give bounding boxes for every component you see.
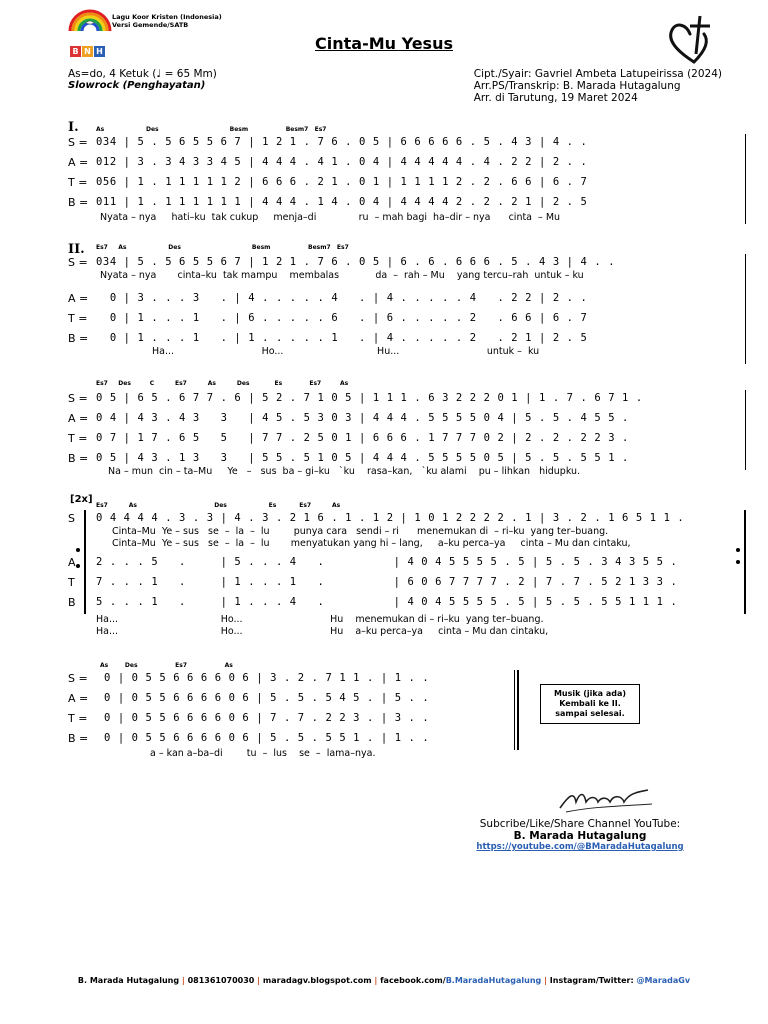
instruction-line-1: Musik (jika ada) bbox=[553, 689, 627, 698]
end-barline bbox=[745, 390, 746, 470]
end-barline bbox=[514, 670, 515, 750]
logo-letter-n: N bbox=[82, 46, 93, 57]
lyrics-line: a – kan a–ba–di tu – lus se – lama–nya. bbox=[150, 748, 376, 759]
part-label: B = bbox=[68, 196, 89, 209]
soprano-notes: 0 | 0 5 5 6 6 6 6 0 6 | 3 . 2 . 7 1 1 . | 1 . . bbox=[104, 672, 430, 684]
repeat-dot bbox=[736, 560, 740, 564]
bass-notes: 011 | 1 . 1 1 1 1 1 1 | 4 4 4 . 1 4 . 0 4 | 4 4 4 4 2 . 2 . 2 1 | 2 . 5 bbox=[96, 196, 588, 208]
soprano-lyrics-verse-2: Cinta–Mu Ye – sus se – la – lu menyatukan yang hi – lang, a–ku perca–ya cinta – Mu dan cintaku, bbox=[112, 538, 631, 549]
bass-notes: 5 . . . 1 . | 1 . . . 4 . | 4 0 4 5 5 5 5 . 5 | 5 . 5 . 5 5 1 1 1 . bbox=[96, 596, 678, 608]
part-label: S = bbox=[68, 256, 88, 269]
final-barline bbox=[517, 670, 519, 750]
footer-blog[interactable]: maradagv.blogspot.com bbox=[262, 976, 372, 985]
credits-block bbox=[474, 68, 722, 104]
chord-line: Es7 As Des Es Es7 As bbox=[96, 502, 341, 509]
footer bbox=[0, 976, 768, 985]
key-tempo: As=do, 4 Ketuk (♩ = 65 Mm) bbox=[68, 68, 217, 80]
signature-icon bbox=[556, 784, 656, 814]
bass-notes: 0 5 | 4 3 . 1 3 3 | 5 5 . 5 1 0 5 | 4 4 4 . 5 5 5 5 0 5 | 5 . 5 . 5 5 1 . bbox=[96, 452, 629, 464]
logo-caption bbox=[112, 13, 222, 29]
repeat-end-barline bbox=[744, 510, 746, 614]
instruction-line-2: Kembali ke II. bbox=[559, 699, 621, 708]
instagram-prefix: Instagram/Twitter: bbox=[549, 976, 637, 985]
org-line-2: Versi Gemende/SATB bbox=[112, 21, 189, 29]
instagram-user: @MaradaGv bbox=[636, 976, 691, 985]
soprano-lyrics: Nyata – nya cinta–ku tak mampu membalas da – rah – Mu yang tercu–rah untuk – ku bbox=[100, 270, 584, 281]
part-label: S = bbox=[68, 136, 88, 149]
logo-letter-b: B bbox=[70, 46, 81, 57]
youtube-link[interactable]: https://youtube.com/@BMaradaHutagalung bbox=[476, 842, 684, 852]
part-label: A = bbox=[68, 412, 89, 425]
repeat-dot bbox=[76, 564, 80, 568]
composer: Cipt./Syair: Gavriel Ambeta Latupeirissa (2024) bbox=[473, 68, 722, 80]
soprano-notes: 0 5 | 6 5 . 6 7 7 . 6 | 5 2 . 7 1 0 5 | 1 1 1 . 6 3 2 2 2 0 1 | 1 . 7 . 6 7 1 . bbox=[96, 392, 643, 404]
bass-notes: 0 | 1 . . . 1 . | 1 . . . . . 1 . | 4 . . . . . 2 . 2 1 | 2 . 5 bbox=[96, 332, 588, 344]
bass-notes: 0 | 0 5 5 6 6 6 6 0 6 | 5 . 5 . 5 5 1 . | 1 . . bbox=[104, 732, 430, 744]
part-label: T = bbox=[68, 176, 88, 189]
repeat-dot bbox=[76, 548, 80, 552]
tenor-notes: 7 . . . 1 . | 1 . . . 1 . | 6 0 6 7 7 7 7 . 2 | 7 . 7 . 5 2 1 3 3 . bbox=[96, 576, 678, 588]
footer-instagram[interactable] bbox=[550, 976, 690, 985]
part-label: A = bbox=[68, 692, 89, 705]
heart-cross-icon bbox=[664, 14, 716, 66]
soprano-notes: 034 | 5 . 5 6 5 5 6 7 | 1 2 1 . 7 6 . 0 5 | 6 . 6 . 6 6 6 . 5 . 4 3 | 4 . . bbox=[96, 256, 616, 268]
part-label: A bbox=[68, 556, 76, 569]
separator: | bbox=[181, 976, 185, 985]
instruction-line-3: sampai selesai. bbox=[555, 709, 625, 718]
chord-line: As Des Es7 As bbox=[100, 662, 233, 669]
part-label: A = bbox=[68, 292, 89, 305]
tenor-notes: 056 | 1 . 1 1 1 1 1 2 | 6 6 6 . 2 1 . 0 1 | 1 1 1 1 2 . 2 . 6 6 | 6 . 7 bbox=[96, 176, 588, 188]
repeat-2x-label: [2x] bbox=[70, 494, 93, 505]
alto-notes: 2 . . . 5 . | 5 . . . 4 . | 4 0 4 5 5 5 5 . 5 | 5 . 5 . 3 4 3 5 5 . bbox=[96, 556, 678, 568]
alto-notes: 0 4 | 4 3 . 4 3 3 | 4 5 . 5 3 0 3 | 4 4 4 . 5 5 5 5 0 4 | 5 . 5 . 4 5 5 . bbox=[96, 412, 629, 424]
lyrics-line: Na – mun cin – ta–Mu Ye – sus ba – gi–ku `ku rasa–kan, `ku alami pu – lihkan hidupku. bbox=[108, 466, 581, 477]
satb-lyrics-verse-2: Ha... Ho... Hu a–ku perca–ya cinta – Mu dan cintaku, bbox=[96, 626, 549, 637]
soprano-notes: 034 | 5 . 5 6 5 5 6 7 | 1 2 1 . 7 6 . 0 5 | 6 6 6 6 6 . 5 . 4 3 | 4 . . bbox=[96, 136, 588, 148]
section-label: II. bbox=[68, 242, 85, 257]
alto-notes: 0 | 3 . . . 3 . | 4 . . . . . 4 . | 4 . . . . . 4 . 2 2 | 2 . . bbox=[96, 292, 588, 304]
satb-lyrics: Ha... Ho... Hu... untuk – ku bbox=[152, 346, 540, 357]
logo-letter-h: H bbox=[94, 46, 105, 57]
repeat-instruction-box bbox=[540, 684, 640, 724]
credit-name: B. Marada Hutagalung bbox=[513, 830, 647, 842]
part-label: S = bbox=[68, 672, 88, 685]
rainbow-logo-icon bbox=[68, 9, 112, 31]
song-title: Cinta-Mu Yesus bbox=[315, 34, 453, 53]
part-label: B = bbox=[68, 732, 89, 745]
part-label: T = bbox=[68, 712, 88, 725]
part-label: B = bbox=[68, 332, 89, 345]
repeat-start-barline bbox=[84, 510, 86, 614]
place-date: Arr. di Tarutung, 19 Maret 2024 bbox=[473, 92, 638, 104]
end-barline bbox=[745, 254, 746, 364]
alto-notes: 0 | 0 5 5 6 6 6 6 0 6 | 5 . 5 . 5 4 5 . | 5 . . bbox=[104, 692, 430, 704]
separator: | bbox=[374, 976, 378, 985]
footer-facebook[interactable] bbox=[380, 976, 541, 985]
key-tempo-block bbox=[68, 68, 217, 92]
part-label: A = bbox=[68, 156, 89, 169]
part-label: B bbox=[68, 596, 76, 609]
satb-lyrics-verse-1: Ha... Ho... Hu menemukan di – ri–ku yang ter–buang. bbox=[96, 614, 544, 625]
soprano-lyrics-verse-1: Cinta–Mu Ye – sus se – la – lu punya cara sendi – ri menemukan di – ri–ku yang ter–buang. bbox=[112, 526, 609, 537]
repeat-dot bbox=[736, 548, 740, 552]
alto-notes: 012 | 3 . 3 4 3 3 4 5 | 4 4 4 . 4 1 . 0 4 | 4 4 4 4 4 . 4 . 2 2 | 2 . . bbox=[96, 156, 588, 168]
facebook-user: B.MaradaHutagalung bbox=[445, 976, 542, 985]
lyrics-line: Nyata – nya hati–ku tak cukup menja–di ru – mah bagi ha–dir – nya cinta – Mu bbox=[100, 212, 561, 223]
part-label: B = bbox=[68, 452, 89, 465]
part-label: T = bbox=[68, 432, 88, 445]
section-label: I. bbox=[68, 120, 79, 135]
subscribe-text: Subcribe/Like/Share Channel YouTube: bbox=[479, 818, 681, 830]
chord-line: As Des Besm Besm7 Es7 bbox=[96, 126, 327, 133]
part-label: T bbox=[68, 576, 75, 589]
style-label: Slowrock (Penghayatan) bbox=[68, 80, 206, 91]
footer-name: B. Marada Hutagalung bbox=[77, 976, 180, 985]
tenor-notes: 0 7 | 1 7 . 6 5 5 | 7 7 . 2 5 0 1 | 6 6 6 . 1 7 7 7 0 2 | 2 . 2 . 2 2 3 . bbox=[96, 432, 629, 444]
end-barline bbox=[745, 134, 746, 224]
tenor-notes: 0 | 1 . . . 1 . | 6 . . . . . 6 . | 6 . . . . . 2 . 6 6 | 6 . 7 bbox=[96, 312, 588, 324]
part-label: T = bbox=[68, 312, 88, 325]
part-label: S bbox=[68, 512, 75, 525]
tenor-notes: 0 | 0 5 5 6 6 6 6 0 6 | 7 . 7 . 2 2 3 . | 3 . . bbox=[104, 712, 430, 724]
org-line-1: Lagu Koor Kristen (Indonesia) bbox=[112, 13, 222, 21]
separator: | bbox=[257, 976, 261, 985]
footer-phone: 081361070030 bbox=[187, 976, 255, 985]
facebook-prefix: facebook.com/ bbox=[380, 976, 446, 985]
arranger: Arr.PS/Transkrip: B. Marada Hutagalung bbox=[473, 80, 681, 92]
chord-line: Es7 Des C Es7 As Des Es Es7 As bbox=[96, 380, 349, 387]
soprano-notes: 0 4 4 4 4 . 3 . 3 | 4 . 3 . 2 1 6 . 1 . 1 2 | 1 0 1 2 2 2 2 . 1 | 3 . 2 . 1 6 5 1 1 . bbox=[96, 512, 685, 524]
chord-line: Es7 As Des Besm Besm7 Es7 bbox=[96, 244, 349, 251]
separator: | bbox=[544, 976, 547, 985]
part-label: S = bbox=[68, 392, 88, 405]
